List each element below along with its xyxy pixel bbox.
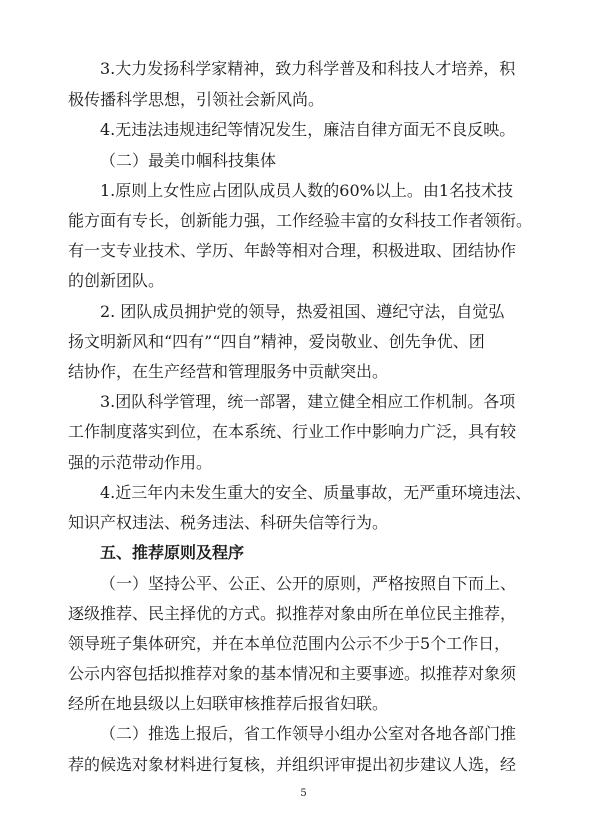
paragraph-line: 3.团队科学管理，统一部署，建立健全相应工作机制。各项 [100, 392, 516, 411]
page-number: 5 [300, 788, 307, 799]
paragraph-line: 逐级推荐、民主择优的方式。拟推荐对象由所在单位民主推荐， [68, 604, 517, 623]
paragraph-line: 工作制度落实到位，在本系统、行业工作中影响力广泛，具有较 [68, 422, 517, 441]
paragraph-line: 4.近三年内未发生重大的安全、质量事故，无严重环境违法、 [100, 483, 532, 502]
paragraph-line: 强的示范带动作用。 [68, 453, 213, 472]
paragraph-line: 能方面有专长，创新能力强，工作经验丰富的女科技工作者领衔。 [68, 211, 533, 230]
paragraph-line: 有一支专业技术、学历、年龄等相对合理，积极进取、团结协作 [68, 241, 517, 260]
paragraph-line: 极传播科学思想，引领社会新风尚。 [68, 90, 325, 109]
paragraph-line: 的创新团队。 [68, 271, 165, 290]
paragraph-line: 3.大力发扬科学家精神，致力科学普及和科技人才培养，积 [100, 59, 516, 78]
section-heading: 五、推荐原则及程序 [100, 543, 245, 562]
paragraph-line: （二）推选上报后，省工作领导小组办公室对各地各部门推 [100, 724, 517, 743]
paragraph-line: （一）坚持公平、公正、公开的原则，严格按照自下而上、 [100, 574, 517, 593]
section-subheading: （二）最美巾帼科技集体 [100, 151, 277, 170]
paragraph-line: 1.原则上女性应占团队成员人数的60%以上。由1名技术技 [100, 181, 514, 200]
paragraph-line: 领导班子集体研究，并在本单位范围内公示不少于5个工作日， [68, 634, 511, 653]
paragraph-line: 扬文明新风和“四有”“四自”精神，爱岗敬业、创先争优、团 [68, 332, 485, 351]
paragraph-line: 结协作，在生产经营和管理服务中贡献突出。 [68, 362, 389, 381]
paragraph-line: 2. 团队成员拥护党的领导，热爱祖国、遵纪守法，自觉弘 [100, 302, 505, 321]
paragraph-line: 经所在地县级以上妇联审核推荐后报省妇联。 [68, 694, 389, 713]
paragraph-line: 公示内容包括拟推荐对象的基本情况和主要事迹。拟推荐对象须 [68, 664, 517, 683]
paragraph-line: 荐的候选对象材料进行复核，并组织评审提出初步建议人选，经 [68, 755, 517, 774]
paragraph-line: 4.无违法违规违纪等情况发生，廉洁自律方面无不良反映。 [100, 120, 516, 139]
paragraph-line: 知识产权违法、税务违法、科研失信等行为。 [68, 513, 389, 532]
